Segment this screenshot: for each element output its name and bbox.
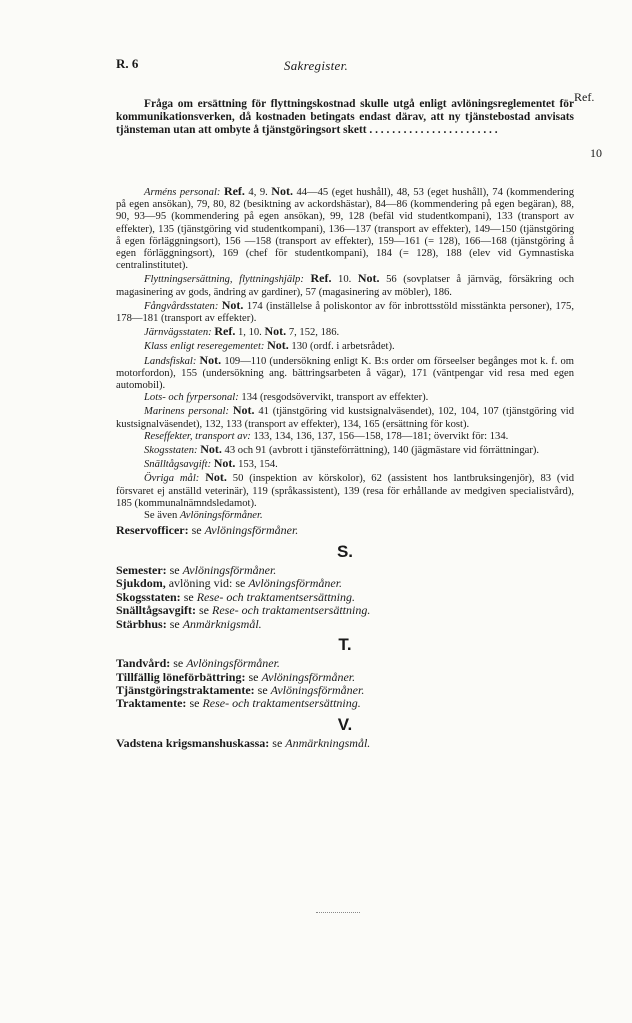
page-number: R. 6 — [116, 56, 139, 71]
entry-label: Skogsstaten: — [144, 445, 198, 457]
entry-label: Snälltågsavgift: — [144, 459, 212, 471]
entry-jarnvagsstaten: Järnvägsstaten: Ref. 1, 10. Not. 7, 152, 186. — [144, 324, 340, 339]
entry-label: Marinens personal: — [144, 406, 230, 418]
section-t-list — [116, 657, 574, 711]
entry-armens-personal: Arméns personal: Ref. 4, 9. Not. 44—45 (eget hushåll), 48, 53 (eget hushåll), 74 (kommendering på egen ansökan), 79, 80, 82 (besiktning av ackordshästar), 84—86 (kommendering på egen begäran), 88, 90, 93—95 (kommendering på egen ansökan), 99, 128 (befäl vid studentkompani), 133 (transport av effekter), 135 (tjänstgöring vid studentkompani), 136—137 (transport av effekter), 149—150 (tjänstgöring å egen förläggningsort), 156 —158 (transport av effekter), 159—161 (= 128), 166—168 (tjänstgöring å egen förläggningsort), 169 (chef för studentkompani), 184 (= 128), 188 (elev vid Gymnastiska centralinstitutet). — [116, 184, 575, 272]
entry-label: Flyttningsersättning, flyttningshjälp: — [144, 274, 304, 286]
entry-label: Landsfiskal: — [144, 355, 197, 367]
question-paragraph — [116, 98, 574, 137]
question-ref-number: 10 — [590, 146, 602, 160]
list-item: Semester: se Avlöningsförmåner. — [116, 562, 277, 577]
entry-reservofficer: Reservofficer: se Avlöningsförmåner. — [116, 523, 299, 538]
list-item: Traktamente: se Rese- och traktamentsersättning. — [116, 696, 361, 711]
section-v-list — [116, 737, 574, 750]
list-item: Sjukdom, avlöning vid: se Avlöningsförmåner. — [116, 576, 343, 591]
list-item: Tillfällig löneförbättring: se Avlöningsförmåner. — [116, 669, 356, 684]
list-item: Tjänstgöringstraktamente: se Avlöningsförmåner. — [116, 682, 365, 697]
page-title: Sakregister. — [283, 58, 349, 73]
entry-label: Klass enligt reseregementet: — [144, 341, 265, 353]
entry-landsfiskal: Landsfiskal: Not. 109—110 (undersökning enligt K. B:s order om förseelser begånges mot k. f. om motorfordon), 155 (undersökning ang. bättringsarbeten å vägar), 171 (väntpengar vid resa med egen automobil). — [116, 352, 575, 392]
entry-skogsstaten: Skogsstaten: Not. 43 och 91 (avbrott i tjänsteförrättning), 140 (jägmästare vid förrättningar). — [144, 442, 540, 457]
entry-fangvardsstaten: Fångvårdsstaten: Not. 174 (inställelse å poliskontor av för inbrottsstöld misstänkta personer), 175, 178—181 (transport av effekter). — [116, 297, 574, 325]
section-s-list — [116, 564, 574, 631]
entry-reseffekter: Reseffekter, transport av: 133, 134, 136, 137, 156—158, 178—181; övervikt för: 134. — [144, 430, 509, 442]
entry-klass: Klass enligt reseregementet: Not. 130 (ordf. i arbetsrådet). — [144, 338, 395, 353]
entry-flyttningsersattning: Flyttningsersättning, flyttningshjälp: Ref. 10. Not. 56 (sovplatser å järnväg, försäkring och magasinering av gods, ändring av gardiner), 57 (magasinering av möbler), 186. — [116, 271, 574, 298]
section-heading-v: V. — [337, 714, 353, 734]
entry-label: Lots- och fyrpersonal: — [144, 392, 239, 404]
list-item: Vadstena krigsmanshuskassa: se Anmärkningsmål. — [116, 735, 371, 750]
entry-ovriga-mal: Övriga mål: Not. 50 (inspektion av körskolor), 62 (assistent hos lantbruksingenjör), 83 (vid försvaret ej anställd veterinär), 119 (språkassistent), 139 (resa för erhållande av medgiven specialistvård), 185 (kommunalnämndsledamot). — [116, 470, 574, 509]
entry-label: Reseffekter, transport av: — [144, 430, 251, 442]
section-heading-t: T. — [338, 634, 352, 654]
entry-se-aven: Se även Avlöningsförmåner. — [144, 510, 263, 522]
entry-label: Arméns personal: — [144, 187, 221, 198]
entry-marinens-personal: Marinens personal: Not. 41 (tjänstgöring vid kustsignalväsendet), 102, 104, 107 (tjänstgöring vid kustsignalväsendet), 132, 133 (transport av effekter), 134, 165 (ersättning för kost). — [116, 403, 574, 430]
entry-label: Järnvägsstaten: — [144, 327, 212, 339]
list-item: Stärbhus: se Anmärknigsmål. — [116, 616, 262, 631]
entry-lots-fyrpersonal: Lots- och fyrpersonal: 134 (resgodsövervikt, transport av effekter). — [144, 392, 429, 404]
section-heading-s: S. — [336, 541, 354, 561]
entry-snalltagsavgift: Snälltågsavgift: Not. 153, 154. — [144, 456, 278, 471]
ref-column-label: Ref. — [574, 90, 595, 104]
list-item: Snälltågsavgift: se Rese- och traktamentsersättning. — [116, 603, 371, 618]
list-item: Skogsstaten: se Rese- och traktamentsersättning. — [116, 589, 355, 604]
end-divider — [316, 912, 360, 913]
list-item: Tandvård: se Avlöningsförmåner. — [116, 656, 280, 671]
entry-label: Övriga mål: — [144, 473, 200, 485]
question-text: Fråga om ersättning för flyttningskostnad skulle utgå enligt avlöningsreglementet för kommunikationsverken, då kostnaden betingats endast därav, att ny tjänstebostad anvisats tjänsteman utan att ombyte å tjänstgöringsort skett . . . . . . . . . . . . . . . . . . . . . . . — [116, 98, 574, 136]
register-body — [116, 185, 574, 750]
entry-label: Fångvårdsstaten: — [144, 300, 219, 312]
